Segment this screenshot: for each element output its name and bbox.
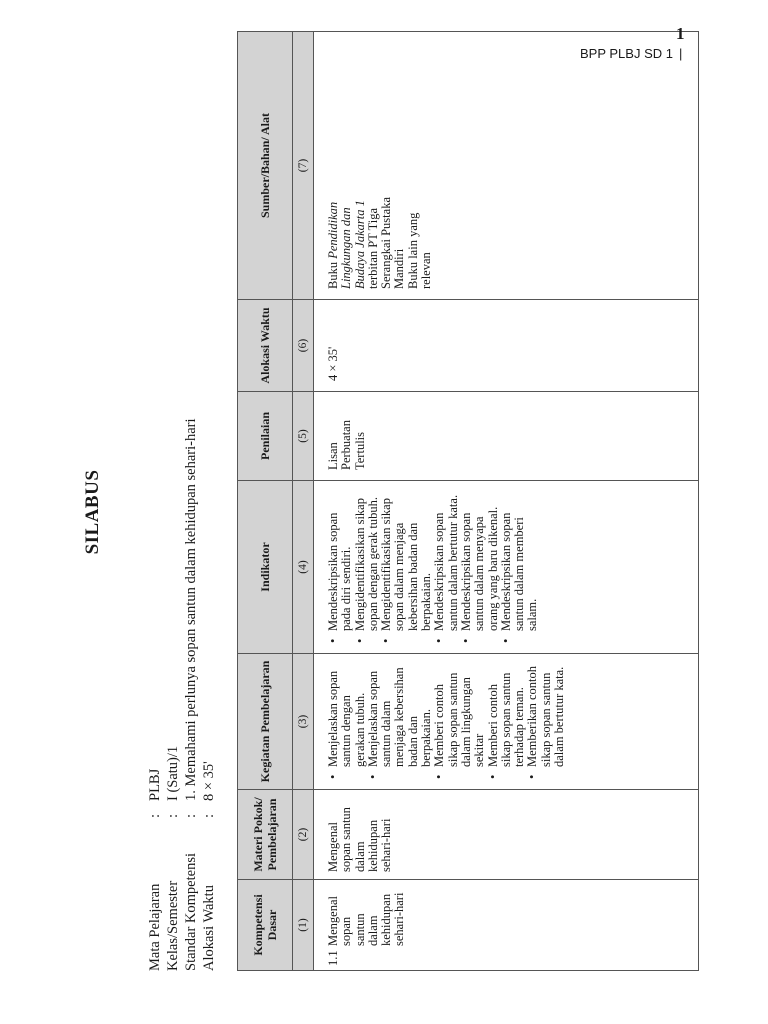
list-item xyxy=(432,489,460,643)
kompetensi-dasar-cell xyxy=(314,880,699,971)
column-number: (7) xyxy=(293,32,314,300)
list-item xyxy=(326,662,367,779)
sumber-cell xyxy=(314,32,699,300)
column-number: (4) xyxy=(293,481,314,654)
column-header: Kompetensi Dasar xyxy=(238,880,293,971)
column-header: Materi Pokok/ Pembelajaran xyxy=(238,790,293,880)
footer-text xyxy=(580,46,682,61)
bullet-icon: • xyxy=(326,774,340,779)
meta-colon: : xyxy=(147,813,163,818)
kd-number: 1.1 xyxy=(326,950,340,966)
meta-label: Kelas/Semester xyxy=(165,880,181,971)
column-header: Penilaian xyxy=(238,392,293,481)
syllabus-table xyxy=(237,31,699,971)
table-header-row xyxy=(238,32,293,971)
list-item xyxy=(498,489,540,643)
kegiatan-text: Menjelaskan sopan santun dalam menjaga kebersihan badan dan berpakaian. xyxy=(365,667,434,767)
sumber-lain: Buku lain yang relevan xyxy=(405,212,434,289)
kd-text: Mengenal sopan santun dalam kehidupan sehari-hari xyxy=(326,892,407,946)
meta-label: Standar Kompetensi xyxy=(183,853,199,971)
penilaian-item: Lisan xyxy=(326,442,340,470)
indikator-text: Mendeskripsikan sopan santun dalam bertutur kata. xyxy=(432,494,460,631)
list-item xyxy=(365,662,434,779)
bullet-icon: • xyxy=(498,638,513,643)
meta-row xyxy=(164,418,182,971)
meta-colon: : xyxy=(165,813,181,818)
meta-value: 1. Memahami perlunya sopan santun dalam kehidupan sehari-hari xyxy=(183,418,199,801)
column-header: Kegiatan Pembelajaran xyxy=(238,654,293,790)
column-number: (5) xyxy=(293,392,314,481)
page-title: SILABUS xyxy=(82,469,103,555)
column-number: (6) xyxy=(293,300,314,392)
list-item xyxy=(352,489,381,643)
meta-value: PLBJ xyxy=(147,768,163,801)
list-item xyxy=(525,662,567,779)
sumber-buku-title: Pendidikan Lingkungan dan Budaya Jakarta 1 xyxy=(326,200,367,289)
kegiatan-text: Memberi contoh sikap sopan santun dalam lingkungan sekitar xyxy=(432,672,487,767)
bullet-icon: • xyxy=(525,774,540,779)
indikator-text: Mendeskripsikan sopan santun dalam menyapa orang yang baru dikenal. xyxy=(458,506,500,631)
list-item xyxy=(432,662,487,779)
column-header: Indikator xyxy=(238,481,293,654)
list-item xyxy=(326,489,354,643)
indikator-cell xyxy=(314,481,699,654)
bullet-icon: • xyxy=(485,774,500,779)
indikator-text: Mengidentifikasikan sikap sopan dengan gerak tubuh. xyxy=(352,497,380,631)
sumber-buku-prefix: Buku xyxy=(326,261,340,289)
indikator-text: Mendeskripsikan sopan pada diri sendiri. xyxy=(326,512,354,631)
meta-label: Mata Pelajaran xyxy=(147,883,163,971)
bullet-icon: • xyxy=(379,638,394,643)
meta-colon: : xyxy=(183,813,199,818)
column-header: Alokasi Waktu xyxy=(238,300,293,392)
column-number: (2) xyxy=(293,790,314,880)
bullet-icon: • xyxy=(458,638,473,643)
bullet-icon: • xyxy=(432,774,447,779)
indikator-text: Mengidentifikasikan sikap sopan dalam menjaga kebersihan badan dan berpakaian. xyxy=(379,498,434,631)
penilaian-item: Perbuatan xyxy=(339,420,354,470)
meta-value: 8 × 35' xyxy=(201,761,217,801)
bullet-icon: • xyxy=(352,638,367,643)
bullet-icon: • xyxy=(365,774,380,779)
kegiatan-cell xyxy=(314,654,699,790)
bullet-icon: • xyxy=(432,638,447,643)
meta-row xyxy=(182,418,200,971)
materi-pokok-cell: Mengenal sopan santun dalam kehidupan sehari-hari xyxy=(314,790,699,880)
meta-value: I (Satu)/1 xyxy=(165,745,181,801)
meta-label: Alokasi Waktu xyxy=(201,885,217,971)
column-number-row xyxy=(293,32,314,971)
kegiatan-text: Memberikan contoh sikap sopan santun dalam bertutur kata. xyxy=(525,665,567,767)
sumber-penerbit: terbitan PT Tiga Serangkai Pustaka Mandiri xyxy=(365,197,407,289)
kegiatan-text: Memberi contoh sikap sopan santun terhadap teman. xyxy=(485,672,527,767)
alokasi-waktu-cell: 4 × 35' xyxy=(314,300,699,392)
page-number: 1 xyxy=(676,24,685,43)
column-number: (3) xyxy=(293,654,314,790)
list-item xyxy=(379,489,434,643)
footer-label: BPP PLBJ SD 1 xyxy=(580,46,673,61)
syllabus-meta xyxy=(146,418,218,971)
list-item xyxy=(485,662,527,779)
footer-separator: | xyxy=(678,46,683,61)
kegiatan-text: Menjelaskan sopan santun dengan gerakan tubuh. xyxy=(326,670,367,767)
penilaian-item: Tertulis xyxy=(352,431,367,470)
table-row xyxy=(314,32,699,971)
column-number: (1) xyxy=(293,880,314,971)
indikator-text: Mendeskripsikan sopan santun dalam memberi salam. xyxy=(498,512,540,631)
bullet-icon: • xyxy=(326,638,340,643)
meta-row xyxy=(146,418,164,971)
column-header: Sumber/Bahan/ Alat xyxy=(238,32,293,300)
meta-row xyxy=(200,418,218,971)
penilaian-cell xyxy=(314,392,699,481)
meta-colon: : xyxy=(201,813,217,818)
list-item xyxy=(458,489,500,643)
